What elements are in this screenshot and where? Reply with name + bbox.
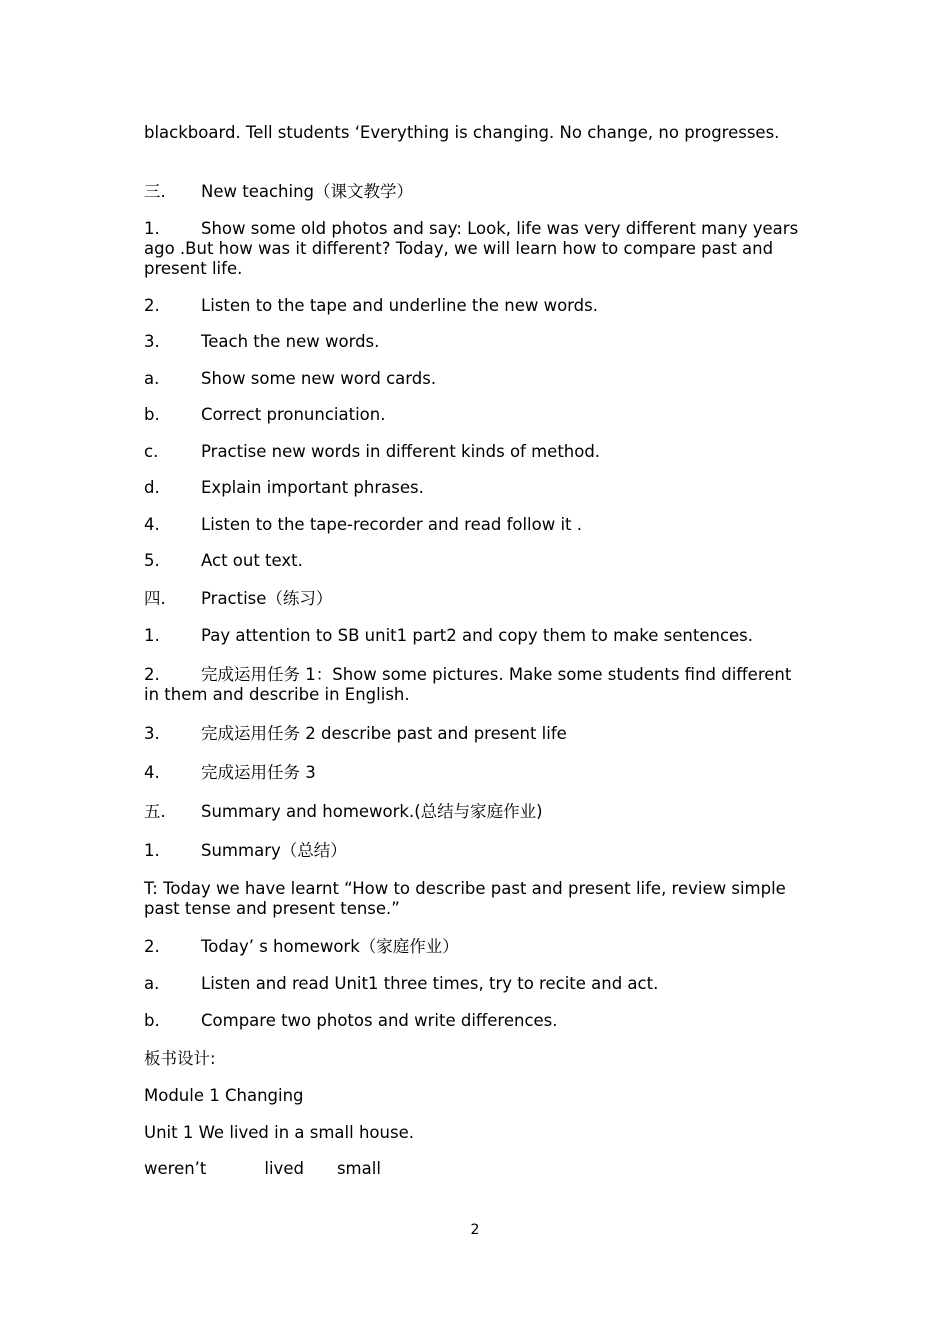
list-item-text: Teach the new words. — [201, 332, 380, 351]
list-item-number: 3. — [144, 332, 160, 351]
list-item-text: Listen and read Unit1 three times, try to recite and act. — [201, 974, 659, 993]
list-item-text: Summary（总结） — [201, 841, 347, 860]
list-item-text: 完成运用任务 3 — [201, 763, 316, 782]
list-item-number: a. — [144, 369, 160, 388]
list-item-number: d. — [144, 478, 160, 497]
list-item-text: Explain important phrases. — [201, 478, 424, 497]
board-word: small — [336, 1159, 381, 1178]
list-item-text: Today’ s homework（家庭作业） — [201, 937, 459, 956]
list-item — [144, 551, 804, 571]
list-item-text: Show some new word cards. — [201, 369, 437, 388]
list-item — [144, 219, 804, 279]
section-4-heading — [144, 589, 804, 609]
list-item — [144, 332, 804, 352]
list-item — [144, 515, 804, 535]
board-design-heading: 板书设计: — [144, 1049, 216, 1068]
list-item — [144, 665, 804, 705]
board-word: lived — [264, 1159, 304, 1178]
list-item-text: Act out text. — [201, 551, 303, 570]
board-words — [144, 1159, 804, 1179]
list-item — [144, 763, 804, 783]
section-4-number: 四. — [144, 589, 166, 608]
section-3-number: 三. — [144, 182, 166, 201]
list-item — [144, 296, 804, 316]
list-item — [144, 369, 804, 389]
list-item — [144, 1011, 804, 1031]
list-item-number: b. — [144, 1011, 160, 1030]
list-item-number: a. — [144, 974, 160, 993]
list-item-text: 完成运用任务 2 describe past and present life — [201, 724, 567, 743]
list-item — [144, 442, 804, 462]
list-item-text: Compare two photos and write differences. — [201, 1011, 558, 1030]
list-item-number: b. — [144, 405, 160, 424]
list-item-number: 1. — [144, 626, 160, 645]
list-item-number: 2. — [144, 296, 160, 315]
section-5-heading — [144, 802, 804, 822]
intro-paragraph: blackboard. Tell students ‘Everything is changing. No change, no progresses. — [144, 123, 780, 142]
list-item — [144, 974, 804, 994]
board-unit-title: Unit 1 We lived in a small house. — [144, 1123, 414, 1142]
list-item — [144, 626, 804, 646]
list-item-number: 2. — [144, 937, 160, 956]
list-item-text: Practise new words in different kinds of method. — [201, 442, 601, 461]
summary-paragraph: T: Today we have learnt “How to describe past and present life, review simple past tense and present tense.” — [144, 879, 786, 918]
list-item-text: Listen to the tape-recorder and read follow it . — [201, 515, 583, 534]
list-item — [144, 937, 804, 957]
list-item-number: 4. — [144, 515, 160, 534]
list-item-number: 2. — [144, 665, 160, 684]
section-5-number: 五. — [144, 802, 166, 821]
list-item-text: Listen to the tape and underline the new words. — [201, 296, 598, 315]
list-item — [144, 478, 804, 498]
list-item — [144, 405, 804, 425]
section-3-title: New teaching（课文教学） — [201, 182, 414, 201]
list-item-text: Show some old photos and say: Look, life was very different many years ago .But how was it different? Today, we will learn how to compare past and present life. — [144, 219, 799, 278]
section-4-title: Practise（练习） — [201, 589, 333, 608]
list-item — [144, 724, 804, 744]
section-5-title: Summary and homework.(总结与家庭作业) — [201, 802, 543, 821]
list-item-number: 4. — [144, 763, 160, 782]
list-item-number: 3. — [144, 724, 160, 743]
list-item-number: 1. — [144, 841, 160, 860]
section-3-heading — [144, 182, 804, 202]
board-word: weren’t — [144, 1159, 207, 1178]
page-number: 2 — [470, 1222, 480, 1238]
list-item — [144, 841, 804, 861]
list-item-text: Correct pronunciation. — [201, 405, 386, 424]
list-item-text: 完成运用任务 1：Show some pictures. Make some students find different in them and describe in English. — [144, 665, 792, 704]
list-item-text: Pay attention to SB unit1 part2 and copy them to make sentences. — [201, 626, 754, 645]
list-item-number: 1. — [144, 219, 160, 238]
board-module-title: Module 1 Changing — [144, 1086, 304, 1105]
list-item-number: 5. — [144, 551, 160, 570]
list-item-number: c. — [144, 442, 159, 461]
